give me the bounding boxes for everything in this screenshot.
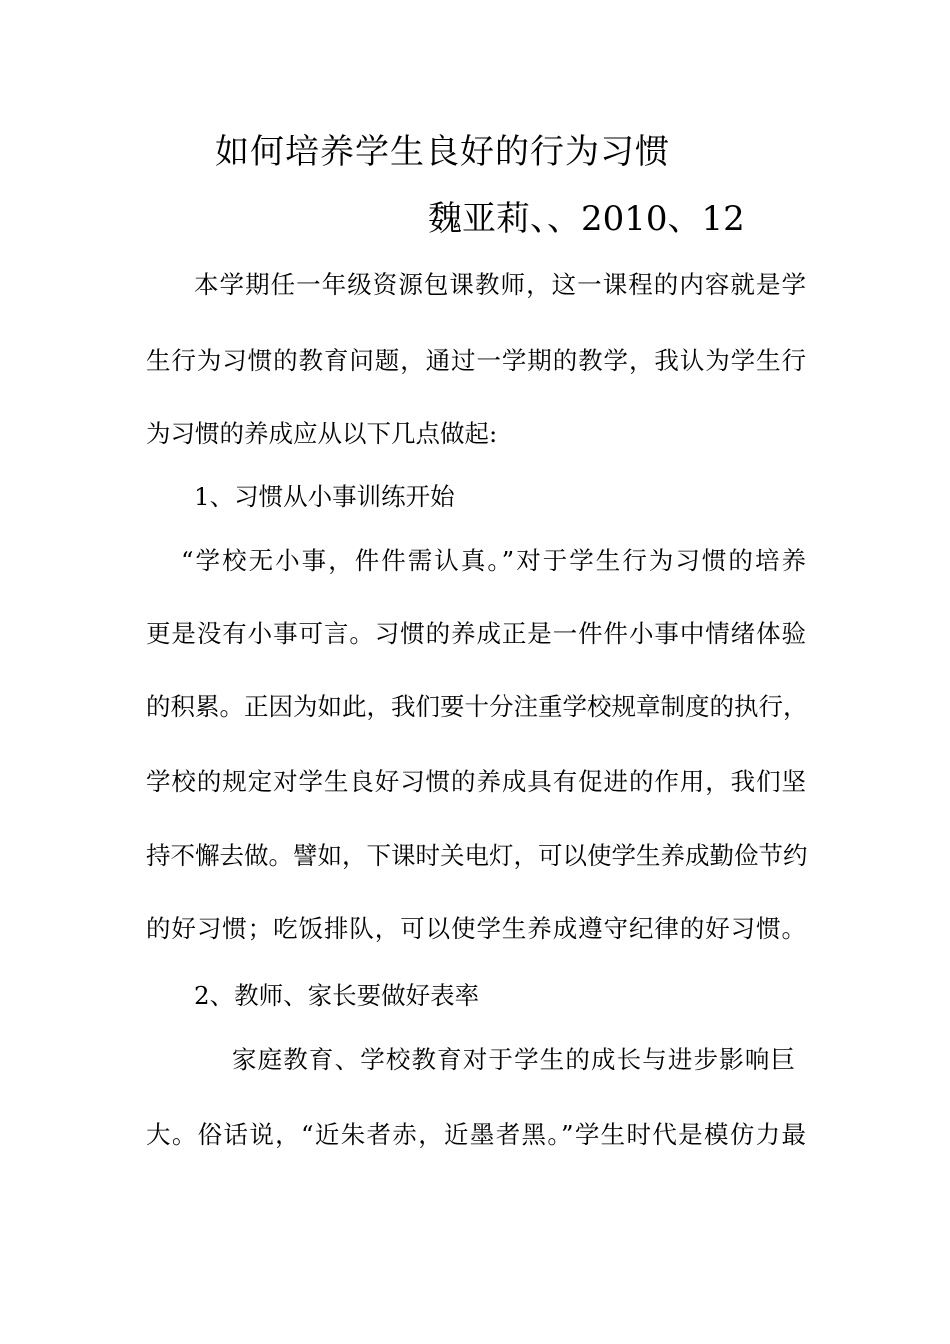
section-heading: 1、习惯从小事训练开始	[194, 482, 455, 511]
paragraph-line: 更是没有小事可言。习惯的养成正是一件件小事中情绪体验	[146, 619, 806, 648]
paragraph-line: 生行为习惯的教育问题，通过一学期的教学，我认为学生行	[146, 346, 806, 375]
paragraph-line: 的好习惯；吃饭排队，可以使学生养成遵守纪律的好习惯。	[146, 914, 806, 943]
paragraph-line: 家庭教育、学校教育对于学生的成长与进步影响巨	[232, 1045, 795, 1074]
paragraph-line: 学校的规定对学生良好习惯的养成具有促进的作用，我们坚	[146, 767, 806, 796]
paragraph-line: 大。俗话说，“近朱者赤，近墨者黑。”学生时代是模仿力最	[146, 1120, 806, 1149]
paragraph-line: 为习惯的养成应从以下几点做起:	[146, 419, 498, 448]
document-title: 如何培养学生良好的行为习惯	[215, 132, 670, 172]
author-date-line: 魏亚莉、、2010、12	[428, 199, 745, 239]
section-heading: 2、教师、家长要做好表率	[194, 981, 480, 1010]
paragraph-line: “学校无小事，件件需认真。”对于学生行为习惯的培养	[181, 546, 806, 575]
paragraph-line: 持不懈去做。譬如，下课时关电灯，可以使学生养成勤俭节约	[146, 841, 808, 870]
paragraph-line: 的积累。正因为如此，我们要十分注重学校规章制度的执行，	[146, 692, 808, 721]
paragraph-line: 本学期任一年级资源包课教师，这一课程的内容就是学	[194, 270, 806, 299]
